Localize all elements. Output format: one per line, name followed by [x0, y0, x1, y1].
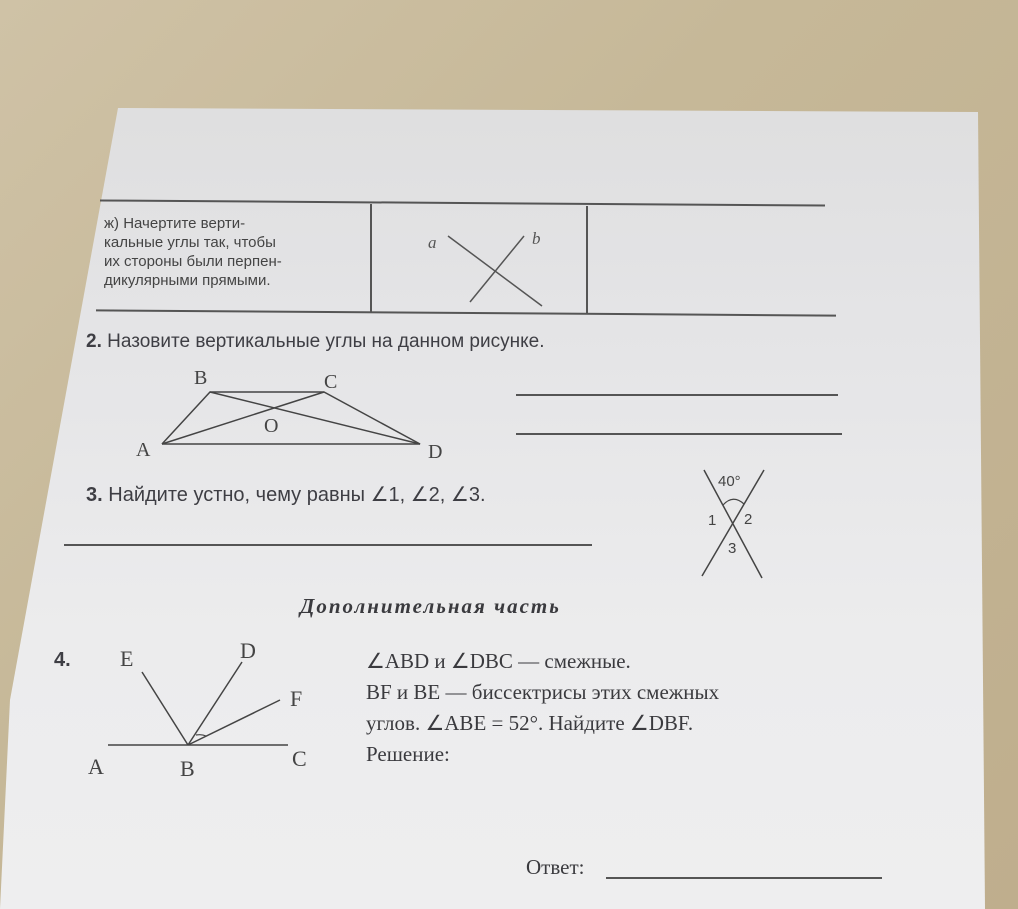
task4-line-2: BF и BE — биссектрисы этих смежных — [366, 680, 720, 704]
label-a: a — [428, 233, 437, 252]
task4-angle-figure — [80, 636, 340, 786]
line-b — [470, 236, 524, 302]
trapezoid-outline — [162, 392, 420, 444]
task1g-text — [104, 214, 282, 290]
angle-2-label: 2 — [744, 511, 753, 528]
table-divider-1 — [370, 204, 372, 312]
table-divider-2 — [586, 206, 588, 314]
point-E: E — [120, 646, 134, 671]
point-A: A — [88, 754, 104, 779]
angle-1-label: 1 — [708, 512, 717, 529]
point-B: B — [180, 756, 195, 781]
point-F: F — [290, 686, 303, 711]
point-A: A — [136, 439, 151, 461]
task3-prompt — [86, 482, 486, 507]
point-B: B — [194, 367, 208, 389]
task3-number: 3. — [86, 484, 103, 506]
task4-statement — [366, 646, 719, 770]
point-O: O — [264, 415, 279, 437]
task2-text: Назовите вертикальные углы на данном рисунке. — [107, 331, 545, 352]
task3-text: Найдите устно, чему равны ∠1, ∠2, ∠3. — [108, 484, 486, 506]
ray-BE — [142, 672, 188, 745]
task1g-line-3: их стороны были перпен- — [104, 253, 282, 270]
task4-answer-line — [606, 877, 882, 879]
task1g-line-2: кальные углы так, чтобы — [104, 234, 276, 251]
task4-line-3: углов. ∠ABE = 52°. Найдите ∠DBF. — [366, 711, 694, 735]
angle-arc-B — [196, 735, 206, 736]
point-C: C — [324, 371, 338, 393]
point-C: C — [292, 746, 307, 771]
task2-trapezoid-figure — [130, 362, 450, 472]
task1g-figure — [420, 222, 560, 312]
task3-intersecting-lines-figure — [696, 462, 776, 582]
task2-answer-line-2 — [516, 433, 842, 435]
point-D: D — [240, 638, 256, 663]
angle-given-label: 40° — [718, 473, 741, 490]
point-D: D — [428, 441, 443, 463]
task1g-line-1: ж) Начертите верти- — [104, 215, 246, 232]
angle-arc — [723, 499, 744, 505]
task4-solution-label: Решение: — [366, 742, 450, 766]
task4-line-1: ∠ABD и ∠DBC — смежные. — [366, 649, 631, 673]
task3-answer-line — [64, 544, 592, 546]
task2-answer-line-1 — [516, 394, 838, 396]
task4-answer-label: Ответ: — [526, 855, 585, 879]
task1g-line-4: дикулярными прямыми. — [104, 272, 271, 289]
angle-3-label: 3 — [728, 540, 737, 557]
task2-prompt — [86, 331, 544, 353]
task4-number: 4. — [54, 649, 71, 671]
task2-number: 2. — [86, 331, 102, 352]
extra-section-title: Дополнительная часть — [300, 594, 561, 618]
label-b: b — [532, 229, 541, 248]
